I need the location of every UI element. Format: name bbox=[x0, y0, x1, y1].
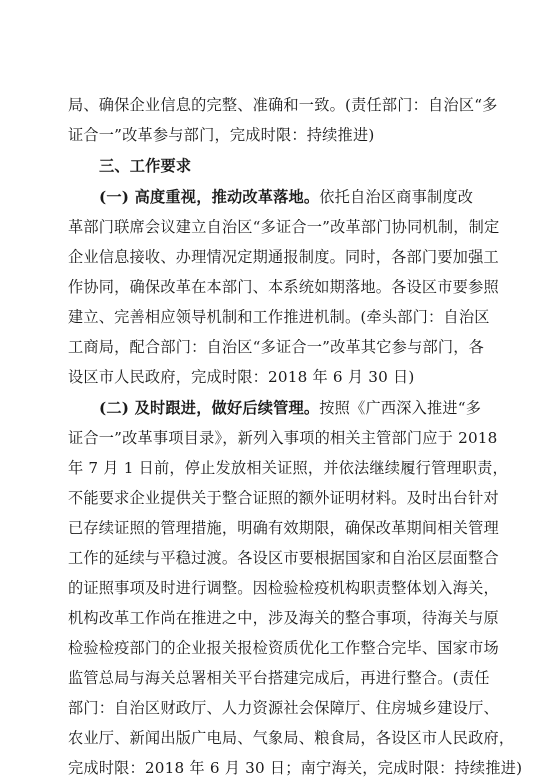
text-line: 证合一”改革事项目录》，新列入事项的相关主管部门应于 2018 bbox=[68, 429, 498, 447]
text-line: 建立、完善相应领导机制和工作推进机制。(牵头部门：自治区 bbox=[68, 308, 490, 326]
text-line: 工商局，配合部门：自治区“多证合一”改革其它参与部门，各 bbox=[68, 338, 485, 356]
paragraph-text: 按照《广西深入推进“多 bbox=[319, 399, 482, 417]
text-line: 工作的延续与平稳过渡。各设区市要根据国家和自治区层面整合 bbox=[68, 549, 499, 567]
text-line: 作协同，确保改革在本部门、本系统如期落地。各设区市要参照 bbox=[68, 278, 499, 296]
text-line: 检验检疫部门的企业报关报检资质优化工作整合完毕、国家市场 bbox=[68, 639, 499, 657]
paragraph-first-line bbox=[99, 398, 488, 418]
text-line: 不能要求企业提供关于整合证照的额外证明材料。及时出台针对 bbox=[68, 489, 499, 507]
paragraph-lead: (一) 高度重视，推动改革落地。 bbox=[99, 188, 320, 206]
text-line: 的证照事项及时进行调整。因检验检疫机构职责整体划入海关， bbox=[68, 579, 499, 597]
text-line: 部门：自治区财政厅、人力资源社会保障厅、住房城乡建设厅、 bbox=[68, 699, 499, 717]
text-line: 设区市人民政府，完成时限：2018 年 6 月 30 日) bbox=[68, 368, 415, 386]
text-line: 年 7 月 1 日前，停止发放相关证照，并依法继续履行管理职责， bbox=[68, 459, 508, 477]
text-line: 证合一”改革参与部门，完成时限：持续推进) bbox=[68, 126, 375, 144]
text-line: 完成时限：2018 年 6 月 30 日；南宁海关，完成时限：持续推进) bbox=[68, 759, 523, 777]
text-line: 革部门联席会议建立自治区“多证合一”改革部门协同机制，制定 bbox=[68, 218, 500, 236]
paragraph-first-line bbox=[99, 187, 488, 207]
text-line: 已存续证照的管理措施，明确有效期限，确保改革期间相关管理 bbox=[68, 519, 499, 537]
text-line: 企业信息接收、办理情况定期通报制度。同时，各部门要加强工 bbox=[68, 248, 499, 266]
text-line: 农业厅、新闻出版广电局、气象局、粮食局，各设区市人民政府， bbox=[68, 729, 515, 747]
section-heading: 三、工作要求 bbox=[99, 157, 192, 175]
text-line: 监管总局与海关总署相关平台搭建完成后，再进行整合。(责任 bbox=[68, 669, 490, 687]
paragraph-text: 依托自治区商事制度改 bbox=[319, 188, 474, 206]
text-line: 局、确保企业信息的完整、准确和一致。(责任部门：自治区“多 bbox=[68, 96, 498, 114]
text-line: 机构改革工作尚在推进之中，涉及海关的整合事项，待海关与原 bbox=[68, 609, 499, 627]
paragraph-lead: (二) 及时跟进，做好后续管理。 bbox=[99, 399, 320, 417]
